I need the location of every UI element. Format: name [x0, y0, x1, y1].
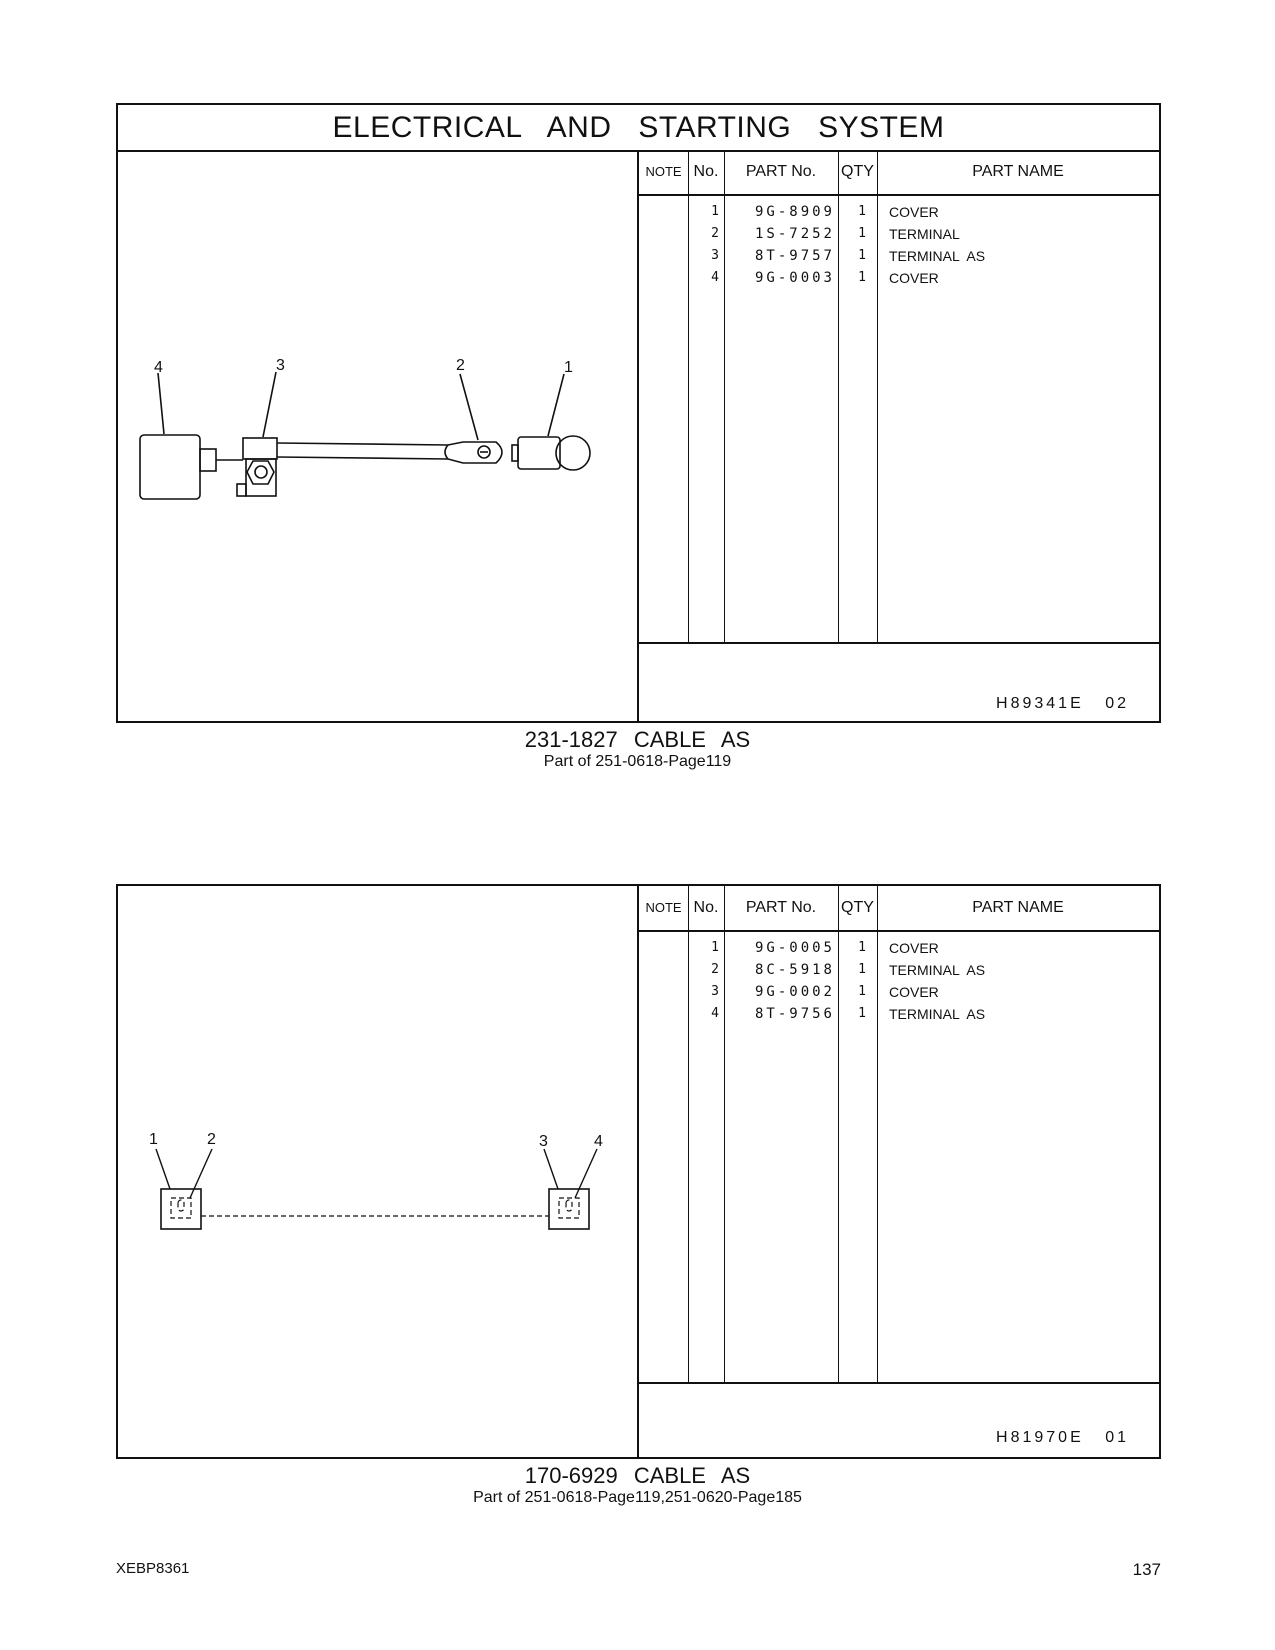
quantity: 1 — [858, 984, 866, 999]
cover-1-shape — [161, 1189, 201, 1229]
item-no: 4 — [711, 1006, 719, 1021]
callout-3: 3 — [539, 1133, 548, 1150]
part-number: 9G-8909 — [754, 204, 835, 220]
header-qty: QTY — [841, 899, 874, 916]
part-name: TERMINAL — [889, 226, 960, 242]
part-name: TERMINAL AS — [889, 248, 986, 264]
header-note: NOTE — [645, 164, 682, 179]
part-name: COVER — [889, 204, 939, 220]
terminal-3-top — [243, 438, 277, 459]
illustration-1 — [118, 150, 639, 723]
part-name: COVER — [889, 984, 939, 1000]
quantity: 1 — [858, 962, 866, 977]
quantity: 1 — [858, 226, 866, 241]
table-row — [639, 937, 1159, 959]
parts-table-1 — [639, 150, 1159, 723]
table-header — [639, 886, 1159, 932]
terminal-4-shape — [559, 1198, 579, 1218]
assembly-title: 170-6929 CABLE AS — [524, 1463, 751, 1488]
part-number: 8T-9757 — [754, 248, 835, 264]
part-number: 8T-9756 — [754, 1006, 835, 1022]
assembly-caption-2 — [0, 1463, 1275, 1507]
header-part-no: PART No. — [745, 899, 817, 916]
quantity: 1 — [858, 204, 866, 219]
page-number: 137 — [1132, 1560, 1161, 1579]
parts-panel-2 — [116, 884, 1161, 1459]
illustration-ref: H89341E 02 — [996, 695, 1129, 712]
assembly-title: 231-1827 CABLE AS — [524, 727, 751, 752]
item-no: 4 — [711, 270, 719, 285]
part-number: 9G-0003 — [754, 270, 835, 286]
part-name: COVER — [889, 940, 939, 956]
assembly-subtitle: Part of 251-0618-Page119 — [543, 753, 732, 770]
header-part-name: PART NAME — [972, 163, 1064, 180]
table-row — [639, 245, 1159, 267]
quantity: 1 — [858, 940, 866, 955]
part-number: 9G-0005 — [754, 940, 835, 956]
cover-4-shape — [140, 435, 200, 499]
assembly-caption-1 — [0, 727, 1275, 771]
parts-panel-1 — [116, 103, 1161, 723]
illustration-ref: H81970E 01 — [996, 1429, 1129, 1446]
table-header — [639, 150, 1159, 196]
terminal-2-shape — [171, 1198, 191, 1218]
callout-2: 2 — [456, 357, 465, 374]
table-row — [639, 223, 1159, 245]
quantity: 1 — [858, 270, 866, 285]
item-no: 3 — [711, 984, 719, 999]
cable-diagram-1 — [118, 150, 637, 723]
part-name: COVER — [889, 270, 939, 286]
header-no: No. — [693, 163, 719, 180]
header-note: NOTE — [645, 900, 682, 915]
part-name: TERMINAL AS — [889, 962, 986, 978]
part-number: 9G-0002 — [754, 984, 835, 1000]
assembly-subtitle: Part of 251-0618-Page119,251-0620-Page185 — [473, 1489, 802, 1506]
callout-1: 1 — [564, 359, 573, 376]
table-row — [639, 1003, 1159, 1025]
cover-4-neck — [200, 449, 216, 471]
callout-3: 3 — [276, 357, 285, 374]
callout-4: 4 — [594, 1133, 603, 1150]
header-part-no: PART No. — [745, 163, 817, 180]
table-row — [639, 981, 1159, 1003]
table-row — [639, 201, 1159, 223]
table-row — [639, 267, 1159, 289]
callout-4: 4 — [154, 359, 163, 376]
callout-2: 2 — [207, 1131, 216, 1148]
part-number: 8C-5918 — [754, 962, 835, 978]
callout-1: 1 — [149, 1131, 158, 1148]
header-part-name: PART NAME — [972, 899, 1064, 916]
terminal-2-shape — [448, 442, 502, 463]
header-qty: QTY — [841, 163, 874, 180]
quantity: 1 — [858, 248, 866, 263]
cable-diagram-2 — [118, 886, 637, 1459]
header-no: No. — [693, 899, 719, 916]
part-name: TERMINAL AS — [889, 1006, 986, 1022]
quantity: 1 — [858, 1006, 866, 1021]
item-no: 1 — [711, 204, 719, 219]
parts-table-2 — [639, 886, 1159, 1459]
table-row — [639, 959, 1159, 981]
item-no: 3 — [711, 248, 719, 263]
cover-1-shape — [518, 437, 560, 469]
section-title: ELECTRICAL AND STARTING SYSTEM — [118, 105, 1159, 152]
item-no: 1 — [711, 940, 719, 955]
part-number: 1S-7252 — [754, 226, 835, 242]
document-id: XEBP8361 — [116, 1560, 190, 1577]
illustration-2 — [118, 886, 639, 1459]
cover-3-shape — [549, 1189, 589, 1229]
item-no: 2 — [711, 226, 719, 241]
item-no: 2 — [711, 962, 719, 977]
